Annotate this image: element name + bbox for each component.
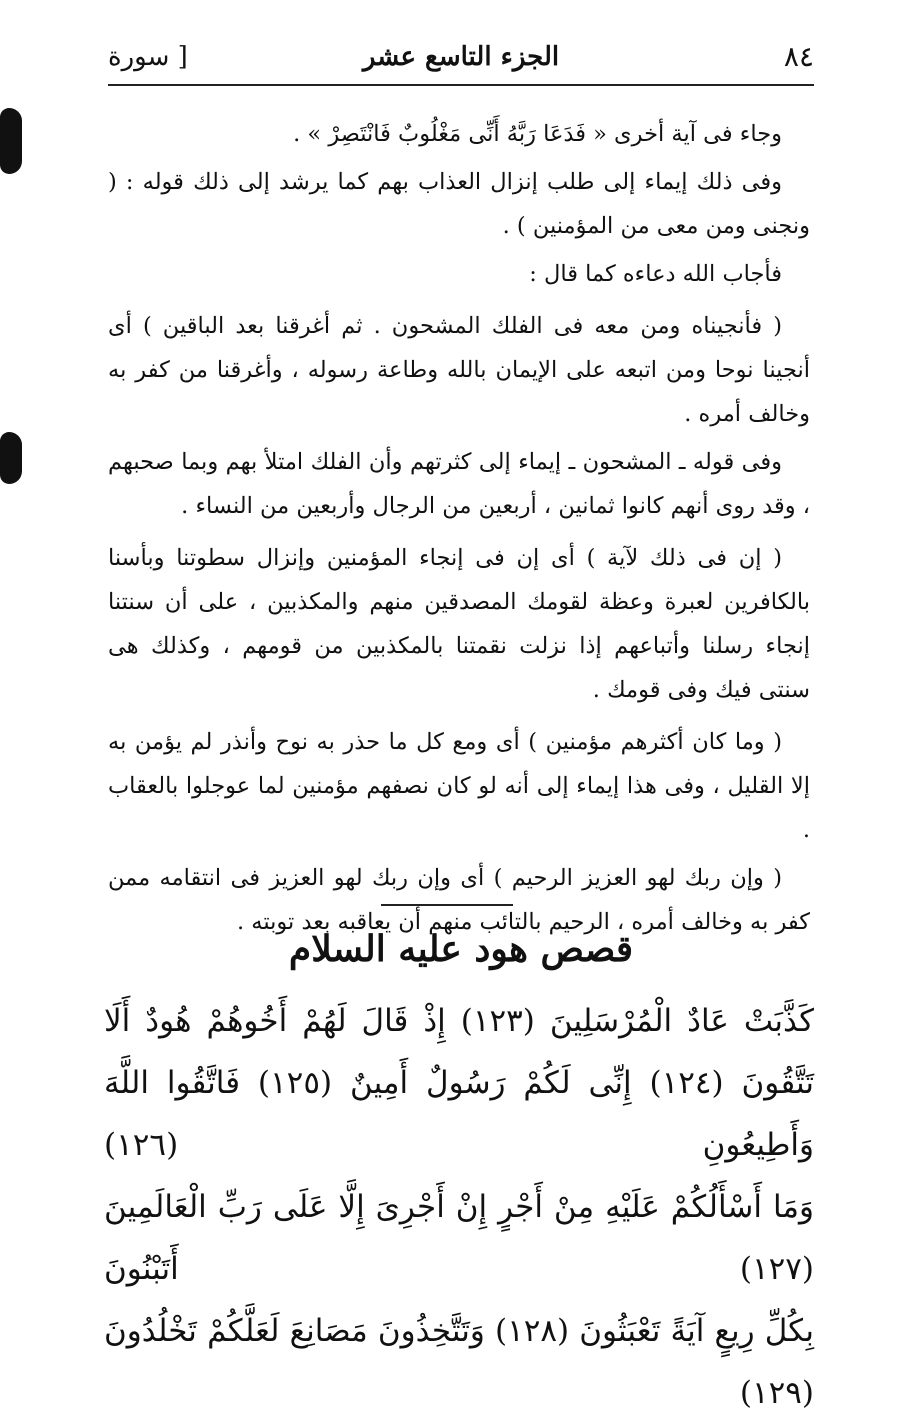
section-heading: قصص هود عليه السلام: [288, 928, 634, 970]
paragraph: وفى ذلك إيماء إلى طلب إنزال العذاب بهم كما يرشد إلى ذلك قوله : ( ونجنى ومن معى من المؤمنين ) .: [108, 169, 810, 239]
page-number: ٨٤: [783, 40, 814, 73]
paragraph: ( فأنجيناه ومن معه فى الفلك المشحون . ثم أغرقنا بعد الباقين ) أى أنجينا نوحا ومن اتبعه على الإيمان بالله وطاعة رسوله ، وأغرقنا من كفر به وخالف أمره .: [108, 313, 810, 427]
commentary-text: [108, 112, 810, 944]
verse-line: كَذَّبَتْ عَادٌ الْمُرْسَلِينَ (١٢٣) إِذْ قَالَ لَهُمْ أَخُوهُمْ هُودٌ أَلَا: [104, 1003, 814, 1039]
paragraph: وجاء فى آية أخرى « فَدَعَا رَبَّهُ أَنِّى مَغْلُوبٌ فَانْتَصِرْ » .: [293, 121, 782, 147]
section-separator: [381, 904, 513, 906]
scan-edge-mark: [0, 432, 22, 484]
paragraph: وفى قوله ـ المشحون ـ إيماء إلى كثرتهم وأن الفلك امتلأ بهم وبما صحبهم ، وقد روى أنهم كانوا ثمانين ، أربعين من الرجال وأربعين من النساء .: [108, 449, 810, 519]
paragraph: ( وإن ربك لهو العزيز الرحيم ) أى وإن ربك لهو العزيز فى انتقامه ممن كفر به وخالف أمره ، الرحيم بالتائب منهم أن يعاقبه بعد توبته .: [108, 865, 810, 935]
quran-verses: [104, 990, 814, 1424]
verse-line: وَمَا أَسْأَلُكُمْ عَلَيْهِ مِنْ أَجْرٍ إِنْ أَجْرِىَ إِلَّا عَلَى رَبِّ الْعَالَمِينَ (١٢٧) أَتَبْنُونَ: [104, 1189, 814, 1287]
paragraph: فأجاب الله دعاءه كما قال :: [529, 261, 782, 287]
page-header: [108, 40, 814, 82]
header-rule: [108, 84, 814, 86]
paragraph: ( وما كان أكثرهم مؤمنين ) أى ومع كل ما حذر به نوح وأنذر لم يؤمن به إلا القليل ، وفى هذا إيماء إلى أنه لو كان نصفهم مؤمنين لما عوجلوا بالعقاب .: [108, 729, 810, 843]
verse-line: بِكُلِّ رِيعٍ آيَةً تَعْبَثُونَ (١٢٨) وَتَتَّخِذُونَ مَصَانِعَ لَعَلَّكُمْ تَخْلُدُونَ (١٢٩): [104, 1313, 814, 1411]
paragraph: ( إن فى ذلك لآية ) أى إن فى إنجاء المؤمنين وإنزال سطوتنا وبأسنا بالكافرين لعبرة وعظة لقومك المصدقين منهم والمكذبين ، على أن سنتنا إنجاء رسلنا وأتباعهم إذا نزلت نقمتنا بالمكذبين من قومهم ، وكذلك هى سنتى فيك وفى قومك .: [108, 545, 811, 703]
verse-line: تَتَّقُونَ (١٢٤) إِنِّى لَكُمْ رَسُولٌ أَمِينٌ (١٢٥) فَاتَّقُوا اللَّهَ وَأَطِيعُونِ (١٢٦): [104, 1065, 814, 1163]
surah-label: [ سورة: [108, 42, 188, 72]
part-title: الجزء التاسع عشر: [362, 42, 560, 72]
scan-edge-mark: [0, 108, 22, 174]
